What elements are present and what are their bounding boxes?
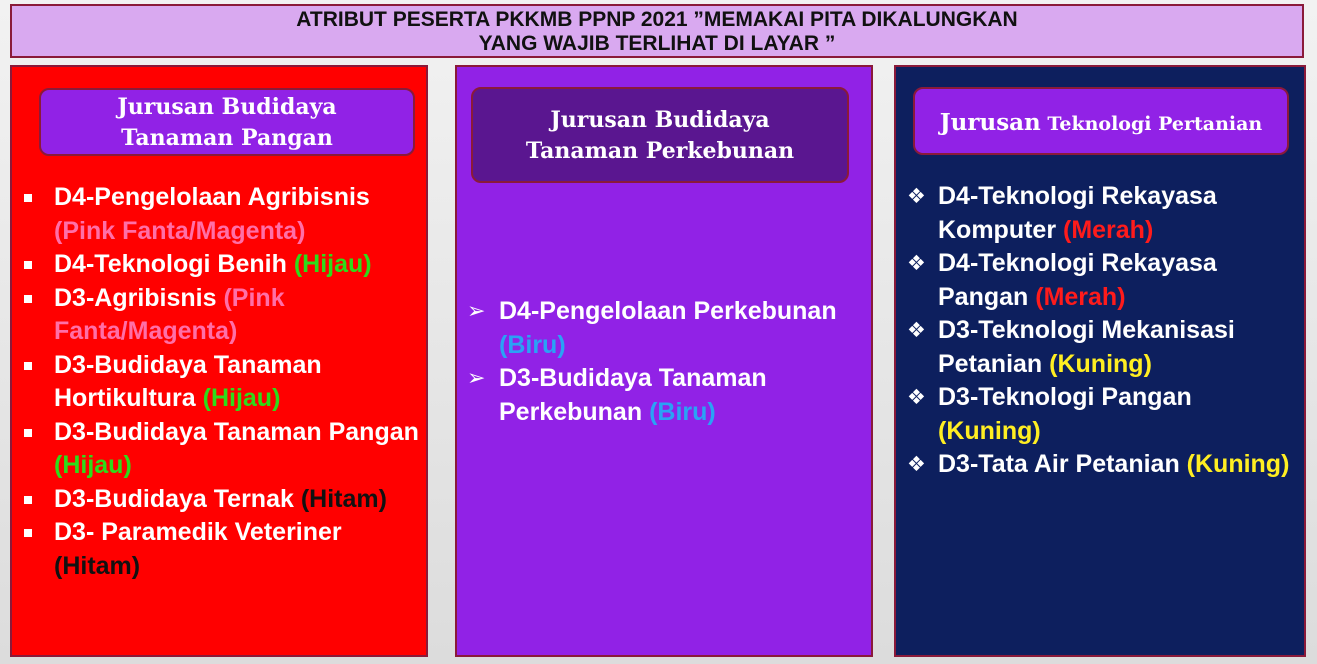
ribbon-color: (Pink Fanta/Magenta): [54, 283, 285, 345]
panel-teknologi-pertanian: [894, 65, 1306, 657]
program-name: D3-Agribisnis: [54, 283, 224, 312]
dept-header-line-1: Jurusan Budidaya: [550, 107, 770, 133]
dept-header-word: Jurusan: [939, 109, 1041, 136]
list-item: [54, 416, 426, 483]
ribbon-color: (Biru): [499, 330, 566, 359]
list-item: [54, 248, 426, 282]
square-bullet-icon: [24, 529, 32, 537]
program-list-tanaman-perkebunan: [467, 295, 869, 429]
four-diamond-bullet-icon: ❖: [907, 452, 926, 476]
dept-header-tanaman-pangan: [39, 88, 415, 156]
title-line-2: YANG WAJIB TERLIHAT DI LAYAR ”: [478, 32, 836, 55]
ribbon-color: (Kuning): [938, 416, 1041, 445]
list-item: [54, 516, 426, 583]
program-list-tanaman-pangan: [54, 181, 426, 583]
program-name: D3-Teknologi Mekanisasi Petanian: [938, 316, 1235, 378]
four-diamond-bullet-icon: ❖: [907, 184, 926, 208]
list-item: [467, 295, 869, 362]
list-item: [54, 282, 426, 349]
ribbon-color: (Kuning): [1186, 450, 1290, 478]
arrowhead-bullet-icon: ➢: [467, 366, 486, 391]
ribbon-color: (Merah): [1063, 215, 1154, 244]
program-name: D3-Tata Air Petanian: [938, 450, 1187, 478]
ribbon-color: (Kuning): [1049, 349, 1152, 378]
ribbon-color: (Hijau): [293, 250, 372, 278]
ribbon-color: (Hitam): [300, 484, 387, 513]
four-diamond-bullet-icon: ❖: [907, 251, 926, 275]
list-item: [907, 448, 1298, 482]
program-name: D4-Pengelolaan Perkebunan: [499, 297, 837, 325]
ribbon-color: (Biru): [649, 397, 716, 426]
dept-header-line-2: Tanaman Perkebunan: [525, 138, 795, 164]
program-name: D3-Budidaya Ternak: [54, 484, 301, 513]
program-name: D4-Pengelolaan Agribisnis: [54, 183, 370, 211]
dept-header-line-1: Jurusan Budidaya: [117, 94, 337, 120]
list-item: [467, 362, 869, 429]
program-name: D3-Budidaya Tanaman Pangan: [54, 417, 419, 446]
program-name: D4-Teknologi Rekayasa Pangan: [938, 249, 1217, 311]
ribbon-color: (Hitam): [54, 551, 141, 580]
program-name: D3-Budidaya Tanaman Hortikultura: [54, 350, 322, 412]
panel-budidaya-tanaman-perkebunan: [455, 65, 873, 657]
list-item: [907, 180, 1298, 247]
dept-header-line-2: Tanaman Pangan: [121, 125, 333, 151]
ribbon-color: (Hijau): [54, 451, 132, 479]
ribbon-color: (Pink Fanta/Magenta): [54, 216, 306, 245]
dept-header-tanaman-perkebunan: [471, 87, 849, 183]
program-list-teknologi-pertanian: [907, 180, 1298, 482]
square-bullet-icon: [24, 429, 32, 437]
list-item: [54, 483, 426, 517]
square-bullet-icon: [24, 194, 32, 202]
list-item: [907, 247, 1298, 314]
panel-budidaya-tanaman-pangan: [10, 65, 428, 657]
four-diamond-bullet-icon: ❖: [907, 385, 926, 409]
dept-header-teknologi-pertanian: [913, 87, 1289, 155]
four-diamond-bullet-icon: ❖: [907, 318, 926, 342]
ribbon-color: (Merah): [1035, 282, 1126, 311]
list-item: [54, 181, 426, 248]
arrowhead-bullet-icon: ➢: [467, 299, 486, 324]
title-banner: [10, 4, 1304, 58]
program-name: D3-Budidaya Tanaman Perkebunan: [499, 364, 767, 426]
title-line-1: ATRIBUT PESERTA PKKMB PPNP 2021 ”MEMAKAI PITA DIKALUNGKAN: [296, 8, 1018, 31]
list-item: [907, 314, 1298, 381]
program-name: D3-Teknologi Pangan: [938, 383, 1192, 411]
program-name: D4-Teknologi Benih: [54, 250, 294, 278]
square-bullet-icon: [24, 295, 32, 303]
program-name: D3- Paramedik Veteriner: [54, 518, 342, 546]
list-item: [54, 349, 426, 416]
square-bullet-icon: [24, 261, 32, 269]
list-item: [907, 381, 1298, 448]
square-bullet-icon: [24, 362, 32, 370]
dept-header-name: Teknologi Pertanian: [1040, 113, 1263, 135]
program-name: D4-Teknologi Rekayasa Komputer: [938, 182, 1217, 244]
square-bullet-icon: [24, 496, 32, 504]
ribbon-color: (Hijau): [202, 384, 281, 412]
